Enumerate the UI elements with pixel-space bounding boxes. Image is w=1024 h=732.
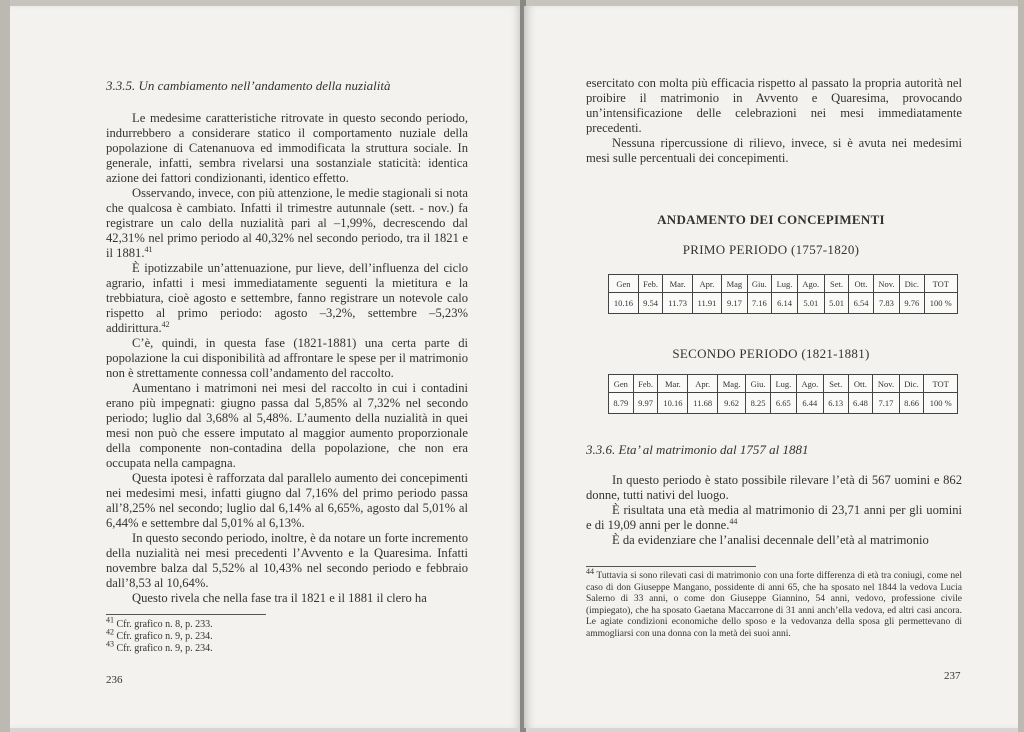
table-value-cell: 6.13 bbox=[823, 393, 848, 414]
table-primo-periodo bbox=[608, 274, 958, 314]
table-value-cell: 100 % bbox=[924, 393, 958, 414]
left-edge bbox=[0, 0, 10, 732]
paragraph: In questo secondo periodo, inoltre, è da notare un forte incremento della nuzialità nei mesi precedenti l’Avvento e la Quaresima. Infatti novembre balza dal 5,52% al 10,43% nel secondo periodo e febbraio dall’8,53 al 10,64%. bbox=[106, 531, 468, 590]
table-header-cell: Ott. bbox=[849, 275, 874, 293]
table-header-cell: Ago. bbox=[797, 275, 824, 293]
table-value-cell: 7.83 bbox=[873, 293, 899, 314]
table-header-cell: Giu. bbox=[747, 275, 772, 293]
table-header-cell: Lug. bbox=[770, 375, 796, 393]
table-header-cell: Nov. bbox=[873, 375, 899, 393]
left-page bbox=[10, 6, 522, 728]
table-value-cell: 5.01 bbox=[824, 293, 849, 314]
paragraph: Questa ipotesi è rafforzata dal parallelo aumento dei concepimenti nei medesimi mesi, infatti giugno dal 7,16% del primo periodo passa all’8,25% nel secondo; luglio dal 6,14% al 6,65%, agosto dal 5,01% al 6,44% e settembre dal 5,01% al 6,13%. bbox=[106, 471, 468, 530]
table-header-cell: Mar. bbox=[663, 275, 692, 293]
paragraph: Aumentano i matrimoni nei mesi del raccolto in cui i contadini erano più impegnati: giugno passa dal 5,85% al 7,32% nel secondo periodo; luglio dal 3,68% al 5,48%. L’aumento della nuzialità in quei mesi non può che essere imputato al maggior aumento proporzionale della componente non-contadina della popolazione, che non era occupata nella campagna. bbox=[106, 381, 468, 470]
footnote-mark: 44 bbox=[729, 516, 738, 526]
table-value-cell: 100 % bbox=[924, 293, 957, 314]
table-secondo-periodo bbox=[608, 374, 958, 414]
paragraph: Questo rivela che nella fase tra il 1821 e il 1881 il clero ha bbox=[132, 591, 427, 605]
footnote: $^{43}$ Cfr. grafico n. 9, p. 234. bbox=[106, 639, 213, 654]
table-title-primo: PRIMO PERIODO (1757-1820) bbox=[682, 242, 860, 257]
paragraph: C’è, quindi, in questa fase (1821-1881) una certa parte di popolazione la cui disponibilità ad affrontare le spese per il matrimonio non è strettamente connessa coll’andamento del raccolto. bbox=[106, 336, 468, 380]
table-value-cell: 6.14 bbox=[772, 293, 798, 314]
right-page bbox=[524, 6, 1018, 728]
table-header-cell: Mag. bbox=[717, 375, 745, 393]
footnote-rule bbox=[586, 566, 756, 567]
footnote: $^{41}$ Cfr. grafico n. 8, p. 233. bbox=[106, 615, 213, 630]
table-header-cell: Nov. bbox=[873, 275, 899, 293]
footnote-mark: 42 bbox=[161, 319, 170, 329]
paragraph: È ipotizzabile un’attenuazione, pur lieve, dell’influenza del ciclo agrario, infatti i mesi immediatamente seguenti la mietitura e la trebbiatura, cioè agosto e settembre, fanno registrare un notevole calo rispetto al primo periodo: agosto –3,2%, settembre –5,23% addirittura.$^{42}$ bbox=[106, 261, 468, 335]
table-value-cell: 7.16 bbox=[747, 293, 772, 314]
table-header-cell: Ott. bbox=[848, 375, 873, 393]
table-value-cell: 9.54 bbox=[638, 293, 663, 314]
footnote: $^{44}$ Tuttavia si sono rilevati casi di matrimonio con una forte differenza di età tra coniugi, come nel caso di don Giuseppe Mangano, possidente di anni 65, che ha sposato nel 1844 la vedova Lucia Salerno di 33 anni, o come don Giuseppe Giannino, 54 anni, vedovo, professione civile (impiegato), che ha sposato Gaetana Maccarrone di 31 anni anch’ella vedova, ed altri casi ancora. Le agiate condizioni economiche dello sposo e la vedovanza della sposa gli permettevano di ammogliarsi con una donna con la metà dei suoi anni. bbox=[586, 566, 962, 639]
right-text-top bbox=[586, 76, 962, 166]
page-number-right: 237 bbox=[944, 670, 961, 682]
table-header-cell: Dic. bbox=[900, 275, 925, 293]
table-header-cell: Set. bbox=[823, 375, 848, 393]
table-value-cell: 6.48 bbox=[848, 393, 873, 414]
right-text-bottom bbox=[586, 442, 962, 548]
table-header-cell: Dic. bbox=[899, 375, 924, 393]
table-header-cell: Ago. bbox=[796, 375, 823, 393]
table-value-cell: 9.97 bbox=[633, 393, 658, 414]
table-header-cell: Set. bbox=[824, 275, 849, 293]
table-value-cell: 10.16 bbox=[609, 293, 639, 314]
table-value-cell: 6.54 bbox=[849, 293, 874, 314]
table-value-cell: 6.65 bbox=[770, 393, 796, 414]
page-number-left: 236 bbox=[106, 674, 123, 686]
table-value-cell: 8.25 bbox=[746, 393, 771, 414]
paragraph: Le medesime caratteristiche ritrovate in questo secondo periodo, indurrebbero a considerare statico il comportamento nuziale della popolazione di Catenanuova ed immodificata la struttura sociale. In generale, infatti, sembra rivelarsi una sostanziale staticità: identica azione dei fattori condizionanti, identico effetto. bbox=[106, 111, 468, 185]
table-value-cell: 9.62 bbox=[717, 393, 745, 414]
paragraph: In questo periodo è stato possibile rilevare l’età di 567 uomini e 862 donne, tutti nativi del luogo. bbox=[586, 473, 962, 502]
paragraph: esercitato con molta più efficacia rispetto al passato la propria autorità nel proibire il matrimonio in Avvento e Quaresima, provocando un’intensificazione delle celebrazioni nei mesi immediatamente precedenti. bbox=[586, 76, 962, 135]
table-value-cell: 8.79 bbox=[609, 393, 634, 414]
table-value-cell: 11.91 bbox=[692, 293, 721, 314]
table-header-cell: TOT bbox=[924, 375, 958, 393]
left-text-column bbox=[106, 78, 468, 606]
table-header-cell: Feb. bbox=[638, 275, 663, 293]
table-value-cell: 9.76 bbox=[900, 293, 925, 314]
paragraph: Osservando, invece, con più attenzione, le medie stagionali si nota che qualcosa è cambiato. Infatti il trimestre autunnale (sett. - nov.) fa registrare un calo della nuzialità pari al –1,99%, decrescendo dal 42,31% nel primo periodo al 40,32% nel secondo periodo, tra il 1821 e il 1881.41 bbox=[106, 186, 468, 260]
chart-heading: ANDAMENTO DEI CONCEPIMENTI bbox=[657, 212, 885, 227]
table-header-cell: Gen bbox=[609, 275, 639, 293]
right-footnotes bbox=[586, 566, 962, 640]
table-header-cell: Giu. bbox=[746, 375, 771, 393]
table-value-cell: 10.16 bbox=[658, 393, 688, 414]
table-header-cell: Mar. bbox=[658, 375, 688, 393]
footnote-mark: 41 bbox=[144, 244, 153, 254]
table-value-cell: 7.17 bbox=[873, 393, 899, 414]
right-edge bbox=[1018, 0, 1024, 732]
table-value-cell: 11.73 bbox=[663, 293, 692, 314]
table-value-cell: 9.17 bbox=[722, 293, 747, 314]
table-value-cell: 6.44 bbox=[796, 393, 823, 414]
paragraph: Nessuna ripercussione di rilievo, invece, si è avuta nei medesimi mesi sulle percentuali dei concepimenti. bbox=[586, 136, 962, 165]
table-header-cell: Apr. bbox=[692, 275, 721, 293]
table-value-cell: 11.68 bbox=[688, 393, 718, 414]
table-header-cell: TOT bbox=[924, 275, 957, 293]
table-value-cell: 5.01 bbox=[797, 293, 824, 314]
section-title-336: 3.3.6. Eta’ al matrimonio dal 1757 al 1881 bbox=[586, 442, 809, 457]
footnote: $^{42}$ Cfr. grafico n. 9, p. 234. bbox=[106, 627, 213, 642]
table-header-cell: Apr. bbox=[688, 375, 718, 393]
paragraph: È risultata una età media al matrimonio di 23,71 anni per gli uomini e di 19,09 anni per le donne.$^{44}$ bbox=[586, 503, 962, 532]
table-header-cell: Feb. bbox=[633, 375, 658, 393]
section-title-335: 3.3.5. Un cambiamento nell’andamento della nuzialità bbox=[106, 78, 391, 93]
table-title-secondo: SECONDO PERIODO (1821-1881) bbox=[672, 346, 870, 361]
table-value-cell: 8.66 bbox=[899, 393, 924, 414]
footnote-rule bbox=[106, 614, 266, 615]
table-header-cell: Lug. bbox=[772, 275, 798, 293]
paragraph: È da evidenziare che l’analisi decennale dell’età al matrimonio bbox=[612, 533, 929, 547]
left-footnotes bbox=[106, 614, 468, 655]
table-header-cell: Mag bbox=[722, 275, 747, 293]
table-header-cell: Gen bbox=[609, 375, 634, 393]
